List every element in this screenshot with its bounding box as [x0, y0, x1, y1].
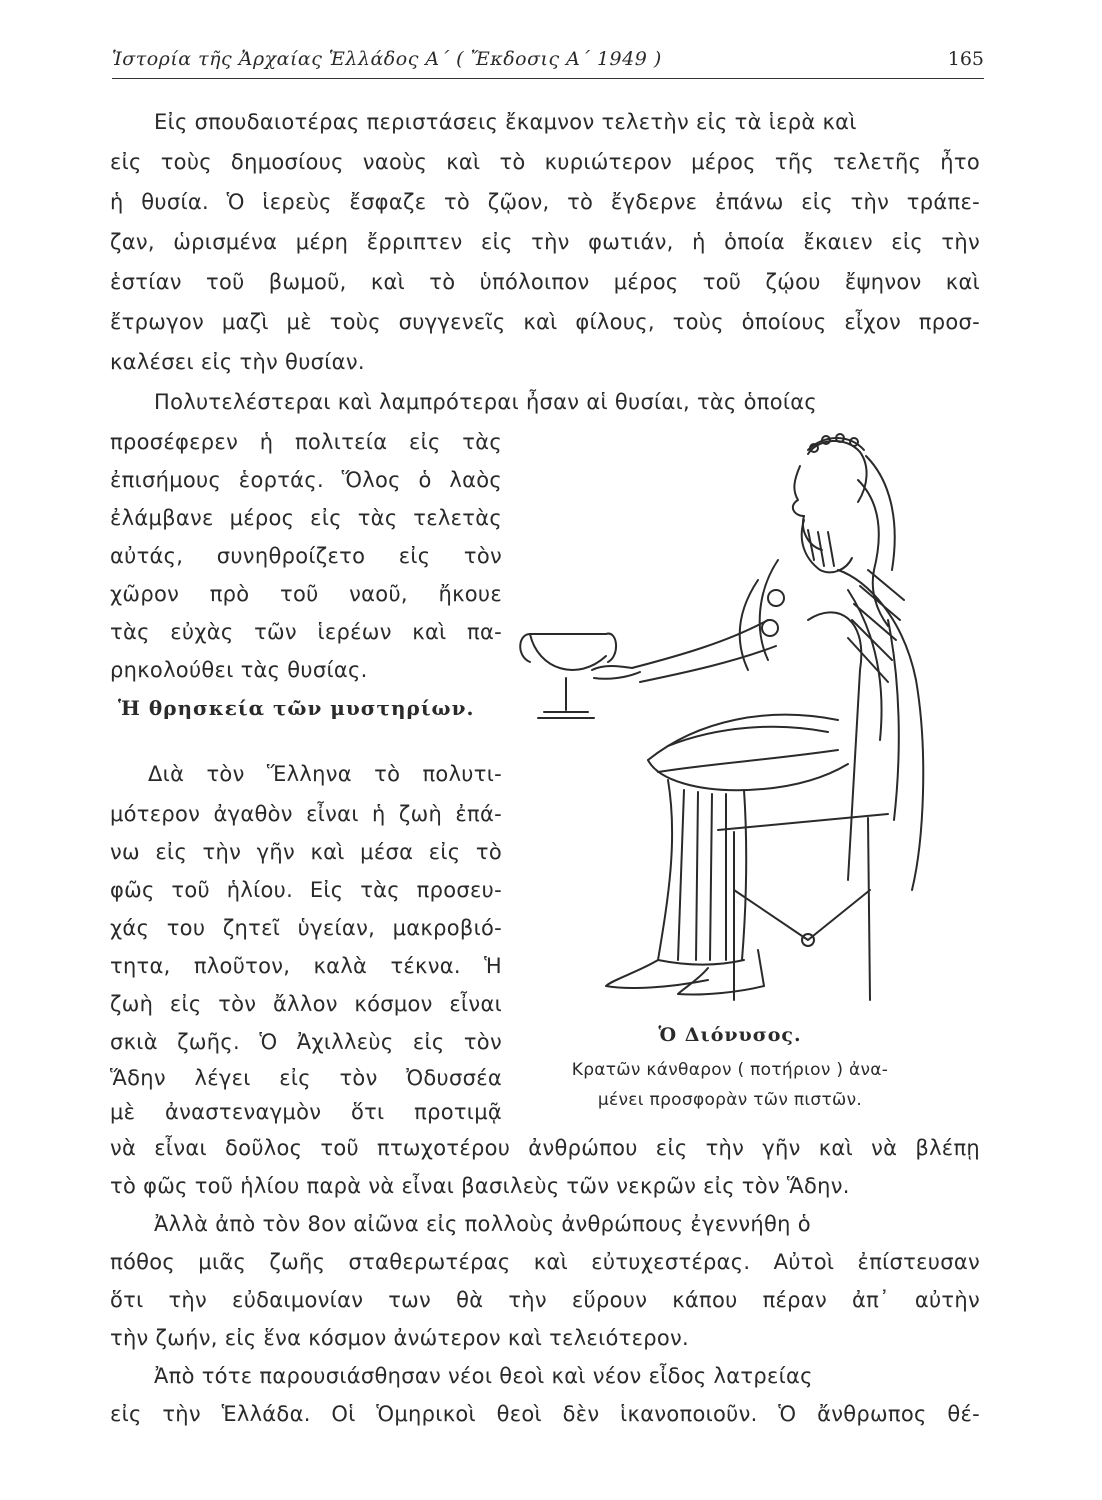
- running-header: [112, 46, 984, 79]
- text-line: χῶρον πρὸ τοῦ ναοῦ, ἤκουε: [110, 582, 502, 606]
- text-line: τητα, πλοῦτον, καλὰ τέκνα. Ἡ: [110, 954, 502, 978]
- section-heading: Ἡ θρησκεία τῶν μυστηρίων.: [118, 696, 475, 720]
- dionysus-illustration: [508, 420, 938, 1020]
- text-line: νω εἰς τὴν γῆν καὶ μέσα εἰς τὸ: [110, 840, 502, 864]
- text-line: εἰς τὴν Ἑλλάδα. Οἱ Ὁμηρικοὶ θεοὶ δὲν ἱκανοποιοῦν. Ὁ ἄνθρωπος θέ-: [110, 1402, 980, 1426]
- text-line: Διὰ τὸν Ἕλληνα τὸ πολυτι-: [148, 762, 502, 786]
- text-line: εἰς τοὺς δημοσίους ναοὺς καὶ τὸ κυριώτερον μέρος τῆς τελετῆς ἦτο: [110, 150, 980, 174]
- text-line: ἔτρωγον μαζὶ μὲ τοὺς συγγενεῖς καὶ φίλους, τοὺς ὁποίους εἶχον προσ-: [110, 310, 980, 334]
- text-line: φῶς τοῦ ἡλίου. Εἰς τὰς προσευ-: [110, 878, 502, 902]
- text-line: τὰς εὐχὰς τῶν ἱερέων καὶ πα-: [110, 620, 502, 644]
- text-line: ζαν, ὡρισμένα μέρη ἔρριπτεν εἰς τὴν φωτιάν, ἡ ὁποία ἔκαιεν εἰς τὴν: [110, 230, 980, 254]
- text-line: ἐλάμβανε μέρος εἰς τὰς τελετὰς: [110, 506, 502, 530]
- text-line: Πολυτελέστεραι καὶ λαμπρότεραι ἦσαν αἱ θυσίαι, τὰς ὁποίας: [154, 390, 818, 414]
- text-line: χάς του ζητεῖ ὑγείαν, μακροβιό-: [110, 916, 502, 940]
- text-line: μὲ ἀναστεναγμὸν ὅτι προτιμᾷ: [110, 1100, 502, 1124]
- text-line: ρηκολούθει τὰς θυσίας.: [110, 658, 368, 682]
- text-line: τὸ φῶς τοῦ ἡλίου παρὰ νὰ εἶναι βασιλεὺς τῶν νεκρῶν εἰς τὸν Ἅδην.: [110, 1174, 850, 1198]
- text-line: ζωὴ εἰς τὸν ἄλλον κόσμον εἶναι: [110, 992, 502, 1016]
- text-line: αὐτάς, συνηθροίζετο εἰς τὸν: [110, 544, 502, 568]
- running-title: Ἱστορία τῆς Ἀρχαίας Ἑλλάδος Α΄ ( Ἔκδοσις Α΄ 1949 ): [112, 48, 662, 70]
- text-line: πόθος μιᾶς ζωῆς σταθερωτέρας καὶ εὐτυχεστέρας. Αὐτοὶ ἐπίστευσαν: [110, 1250, 980, 1274]
- text-line: ἡ θυσία. Ὁ ἱερεὺς ἔσφαζε τὸ ζῷον, τὸ ἔγδερνε ἐπάνω εἰς τὴν τράπε-: [110, 190, 980, 214]
- text-line: τὴν ζωήν, εἰς ἕνα κόσμον ἀνώτερον καὶ τελειότερον.: [110, 1326, 690, 1350]
- text-line: Ἀπὸ τότε παρουσιάσθησαν νέοι θεοὶ καὶ νέον εἶδος λατρείας: [154, 1364, 813, 1388]
- text-line: μότερον ἀγαθὸν εἶναι ἡ ζωὴ ἐπά-: [110, 802, 502, 826]
- figure-caption-title: Ὁ Διόνυσος.: [658, 1024, 802, 1046]
- text-line: προσέφερεν ἡ πολιτεία εἰς τὰς: [110, 430, 502, 454]
- text-line: νὰ εἶναι δοῦλος τοῦ πτωχοτέρου ἀνθρώπου εἰς τὴν γῆν καὶ νὰ βλέπῃ: [110, 1136, 980, 1160]
- figure-caption-line: Κρατῶν κάνθαρον ( ποτήριον ) ἀνα-: [571, 1060, 889, 1080]
- figure-caption-line: μένει προσφορὰν τῶν πιστῶν.: [597, 1090, 863, 1110]
- text-line: Ἀλλὰ ἀπὸ τὸν 8ον αἰῶνα εἰς πολλοὺς ἀνθρώπους ἐγεννήθη ὁ: [154, 1212, 811, 1236]
- text-line: σκιὰ ζωῆς. Ὁ Ἀχιλλεὺς εἰς τὸν: [110, 1030, 502, 1054]
- kantharos-cup-icon: [520, 634, 616, 718]
- text-line: καλέσει εἰς τὴν θυσίαν.: [110, 350, 365, 374]
- text-line: Ἅδην λέγει εἰς τὸν Ὀδυσσέα: [110, 1066, 502, 1090]
- text-line: ὅτι τὴν εὐδαιμονίαν των θὰ τὴν εὕρουν κάπου πέραν ἀπ᾽ αὐτὴν: [110, 1288, 980, 1312]
- text-line: ἐπισήμους ἑορτάς. Ὅλος ὁ λαὸς: [110, 468, 502, 492]
- page-number: 165: [947, 48, 984, 70]
- text-line: ἑστίαν τοῦ βωμοῦ, καὶ τὸ ὑπόλοιπον μέρος τοῦ ζῴου ἔψηνον καὶ: [110, 270, 980, 294]
- text-line: Εἰς σπουδαιοτέρας περιστάσεις ἔκαμνον τελετὴν εἰς τὰ ἱερὰ καὶ: [154, 110, 857, 134]
